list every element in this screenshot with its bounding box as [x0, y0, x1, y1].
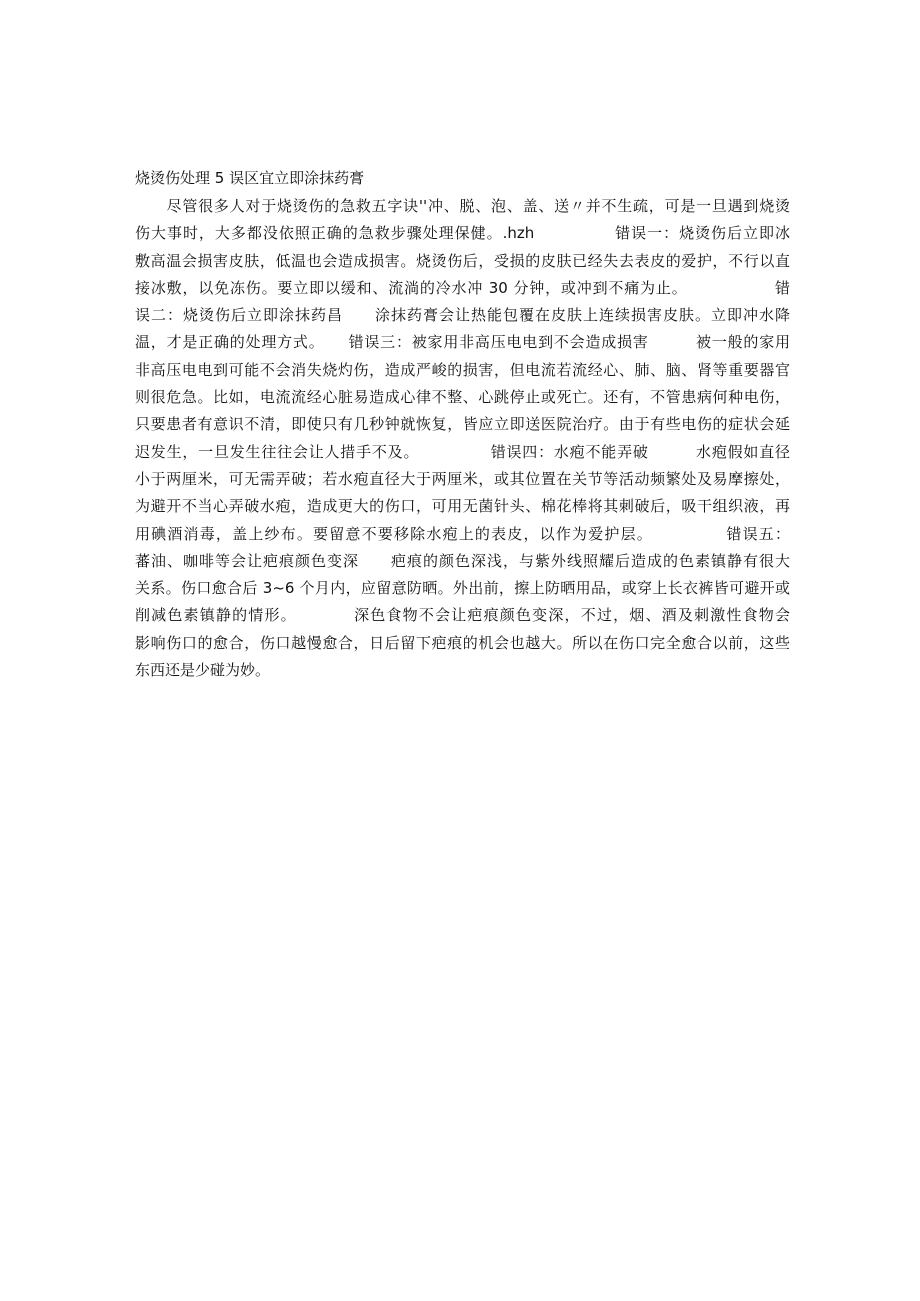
body-line: 则很危急。比如，电流流经心脏易造成心律不整、心跳停止或死亡。还有，不管患病何种电伤， [135, 388, 790, 407]
body-line: 影响伤口的愈合，伤口越慢愈合，日后留下疤痕的机会也越大。所以在伤口完全愈合以前，这些 [135, 633, 790, 652]
body-line: 关系。伤口愈合后 3~6 个月内，应留意防晒。外出前，擦上防晒用品，或穿上长衣裤皆可避开或 [135, 579, 790, 598]
body-line: 伤大事时，大多都没依照正确的急救步骤处理保健。.hzh 错误一：烧烫伤后立即冰 [135, 224, 790, 243]
body-line: 只要患者有意识不清，即使只有几秒钟就恢复，皆应立即送医院治疗。由于有些电伤的症状会延 [135, 415, 790, 434]
body-line: 用碘酒消毒，盖上纱布。要留意不要移除水疱上的表皮，以作为爱护层。 错误五： [135, 524, 790, 543]
body-line: 迟发生，一旦发生往往会让人措手不及。 错误四：水疱不能弄破 水疱假如直径 [135, 442, 790, 461]
document-title: 烧烫伤处理 5 误区宜立即涂抹药膏 [135, 169, 365, 187]
body-line: 误二：烧烫伤后立即涂抹药昌 涂抹药膏会让热能包覆在皮肤上连续损害皮肤。立即冲水降 [135, 306, 790, 325]
document-body [135, 193, 790, 684]
body-line: 东西还是少碰为妙。 [135, 661, 271, 680]
body-line: 蕃油、咖啡等会让疤痕颜色变深 疤痕的颜色深浅，与紫外线照耀后造成的色素镇静有很大 [135, 551, 790, 570]
body-line: 为避开不当心弄破水疱，造成更大的伤口，可用无菌针头、棉花棒将其刺破后，吸干组织液，再 [135, 497, 790, 516]
body-line: 温，才是正确的处理方式。 错误三：被家用非高压电电到不会造成损害 被一般的家用 [135, 333, 790, 352]
body-line: 小于两厘米，可无需弄破；若水疱直径大于两厘米，或其位置在关节等活动频繁处及易摩擦处， [135, 469, 790, 488]
body-line: 敷高温会损害皮肤，低温也会造成损害。烧烫伤后，受损的皮肤已经失去表皮的爱护，不行以直 [135, 251, 790, 270]
body-line: 非高压电电到可能不会消失烧灼伤，造成严峻的损害，但电流若流经心、肺、脑、肾等重要器官 [135, 360, 790, 379]
body-line: 尽管很多人对于烧烫伤的急救五字诀''冲、脱、泡、盖、送〃并不生疏，可是一旦遇到烧烫 [135, 197, 790, 215]
body-line: 削减色素镇静的情形。 深色食物不会让疤痕颜色变深，不过，烟、酒及刺激性食物会 [135, 606, 790, 625]
body-line: 接冰敷，以免冻伤。要立即以缓和、流淌的冷水冲 30 分钟，或冲到不痛为止。 错 [135, 278, 790, 297]
